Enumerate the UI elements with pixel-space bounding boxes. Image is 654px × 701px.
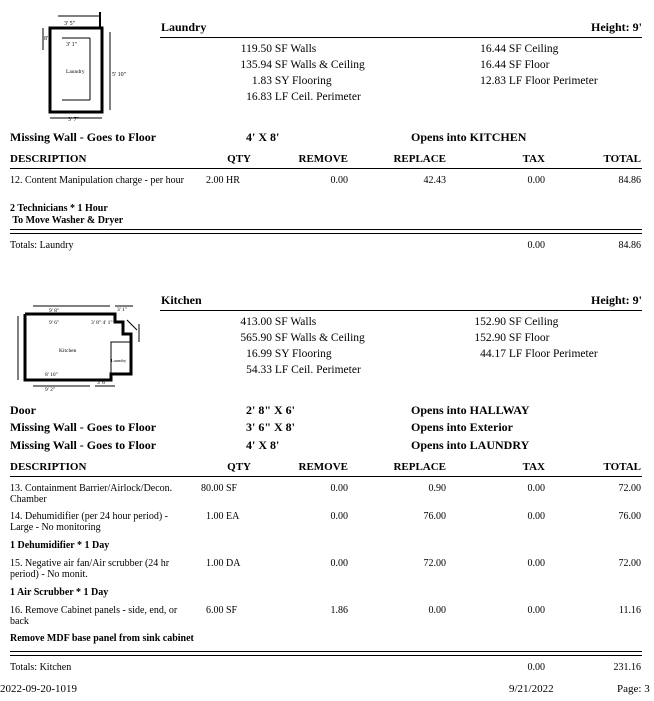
- laundry-sketch-label: Laundry: [66, 69, 85, 75]
- kitchen-header-rule: [10, 476, 642, 477]
- laundry-title-rule: [160, 37, 642, 38]
- laundry-sketch-dim-bottom: 3' 7": [68, 117, 80, 123]
- kitchen-sketch-dim-bottom-inner: 8' 10": [45, 372, 58, 378]
- laundry-height: Height: 9': [591, 20, 642, 34]
- kitchen-totals-rule: [10, 651, 642, 656]
- laundry-header-rule: [10, 168, 642, 169]
- footer-claim-number: 2022-09-20-1019: [0, 683, 77, 695]
- footer-date: 9/21/2022: [509, 683, 554, 695]
- kitchen-room-title: Kitchen: [161, 293, 202, 307]
- laundry-room-title: Laundry: [161, 20, 207, 34]
- laundry-sketch-dim-right: 5' 10": [112, 72, 127, 78]
- laundry-sketch: [40, 10, 127, 123]
- laundry-sketch-dim-top: 3' 5": [64, 21, 76, 27]
- kitchen-sketch: [15, 302, 150, 392]
- footer-page-number: Page: 3: [617, 683, 650, 695]
- kitchen-sketch-laundry-label: Laundry: [111, 358, 127, 363]
- kitchen-sketch-label: Kitchen: [59, 348, 77, 354]
- laundry-sketch-dim-left: 8': [44, 36, 49, 42]
- kitchen-sketch-dim-bottom: 9' 2": [45, 387, 56, 393]
- kitchen-height: Height: 9': [591, 293, 642, 307]
- laundry-totals-rule: [10, 229, 642, 234]
- kitchen-sketch-dim-bottom2: 3' 6": [97, 380, 108, 386]
- kitchen-sketch-dim-topright: 3' 1": [117, 307, 128, 313]
- kitchen-sketch-dim-inner: 9' 6": [49, 320, 60, 326]
- kitchen-title-rule: [160, 310, 642, 311]
- laundry-sketch-dim-inner: 3' 1": [66, 42, 78, 48]
- kitchen-sketch-dim-inner2: 3' 8" 4' 1": [91, 320, 113, 326]
- kitchen-sketch-dim-top: 9' 8": [49, 308, 60, 314]
